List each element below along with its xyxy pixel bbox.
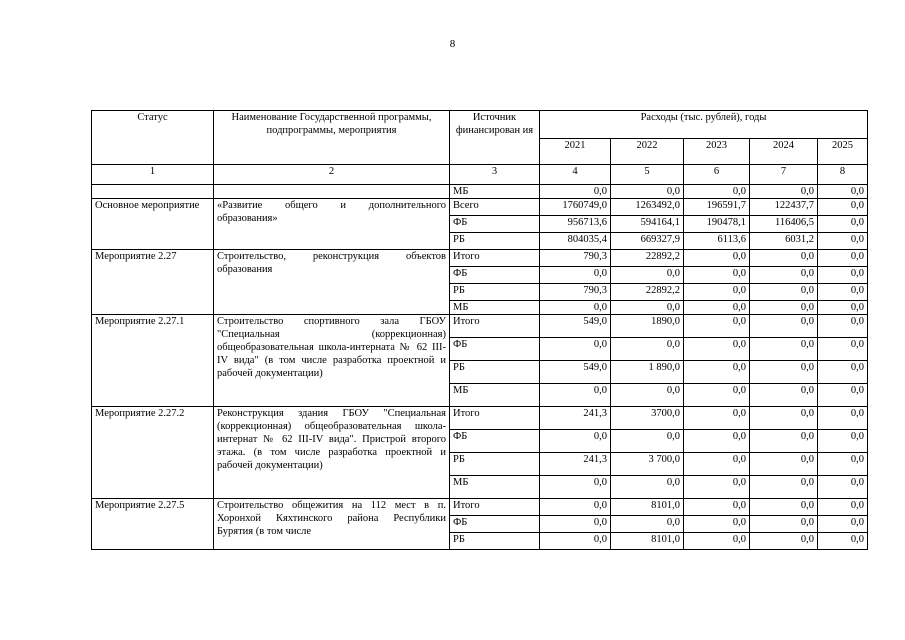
value-cell: 0,0 (818, 476, 868, 499)
value-cell: 0,0 (750, 361, 818, 384)
value-cell: 0,0 (750, 267, 818, 284)
value-cell: 0,0 (818, 499, 868, 516)
funding-source-cell: Итого (450, 499, 540, 516)
value-cell: 3700,0 (611, 407, 684, 430)
value-cell: 0,0 (611, 301, 684, 315)
value-cell: 790,3 (540, 250, 611, 267)
value-cell: 804035,4 (540, 233, 611, 250)
funding-source-cell: МБ (450, 476, 540, 499)
value-cell: 0,0 (540, 499, 611, 516)
value-cell: 594164,1 (611, 216, 684, 233)
value-cell: 241,3 (540, 453, 611, 476)
value-cell: 22892,2 (611, 250, 684, 267)
measure-name-cell: «Развитие общего и дополнительного образования» (214, 199, 450, 250)
header-year: 2021 (540, 139, 611, 165)
header-status: Статус (92, 111, 214, 165)
table-row (92, 407, 868, 430)
value-cell: 0,0 (540, 533, 611, 550)
header-year: 2025 (818, 139, 868, 165)
header-year: 2023 (684, 139, 750, 165)
table-row (92, 315, 868, 338)
value-cell: 0,0 (750, 516, 818, 533)
funding-source-cell: ФБ (450, 430, 540, 453)
header-expenses: Расходы (тыс. рублей), годы (540, 111, 868, 139)
value-cell: 0,0 (818, 338, 868, 361)
value-cell: 8101,0 (611, 499, 684, 516)
column-number: 2 (214, 165, 450, 185)
value-cell: 0,0 (611, 185, 684, 199)
funding-source-cell: Итого (450, 315, 540, 338)
value-cell: 0,0 (818, 284, 868, 301)
value-cell: 1263492,0 (611, 199, 684, 216)
measure-name-cell: Строительство общежития на 112 мест в п. Хоронхой Кяхтинского района Республики Бурятия (в том числе (214, 499, 450, 550)
value-cell: 190478,1 (684, 216, 750, 233)
value-cell: 0,0 (818, 533, 868, 550)
value-cell: 0,0 (684, 407, 750, 430)
value-cell: 0,0 (611, 476, 684, 499)
value-cell: 549,0 (540, 315, 611, 338)
value-cell: 0,0 (750, 250, 818, 267)
value-cell: 0,0 (818, 453, 868, 476)
value-cell: 0,0 (611, 267, 684, 284)
column-number: 6 (684, 165, 750, 185)
value-cell: 0,0 (818, 361, 868, 384)
table-row (92, 199, 868, 216)
funding-source-cell: МБ (450, 301, 540, 315)
value-cell: 0,0 (540, 384, 611, 407)
column-number: 1 (92, 165, 214, 185)
value-cell: 0,0 (818, 233, 868, 250)
value-cell: 0,0 (750, 430, 818, 453)
value-cell: 1 890,0 (611, 361, 684, 384)
value-cell: 0,0 (750, 284, 818, 301)
value-cell: 122437,7 (750, 199, 818, 216)
funding-source-cell: ФБ (450, 338, 540, 361)
table-row (92, 185, 868, 199)
value-cell: 0,0 (611, 516, 684, 533)
value-cell: 0,0 (750, 499, 818, 516)
status-cell: Основное мероприятие (92, 199, 214, 250)
value-cell: 3 700,0 (611, 453, 684, 476)
value-cell: 0,0 (750, 476, 818, 499)
value-cell: 0,0 (750, 315, 818, 338)
value-cell: 0,0 (684, 250, 750, 267)
funding-source-cell: Итого (450, 407, 540, 430)
value-cell: 0,0 (818, 301, 868, 315)
funding-source-cell: РБ (450, 361, 540, 384)
value-cell: 196591,7 (684, 199, 750, 216)
funding-source-cell: РБ (450, 453, 540, 476)
status-cell (92, 185, 214, 199)
value-cell: 669327,9 (611, 233, 684, 250)
column-number: 3 (450, 165, 540, 185)
value-cell: 0,0 (540, 476, 611, 499)
value-cell: 0,0 (611, 338, 684, 361)
column-number: 8 (818, 165, 868, 185)
value-cell: 0,0 (684, 499, 750, 516)
funding-source-cell: РБ (450, 284, 540, 301)
column-number: 4 (540, 165, 611, 185)
value-cell: 0,0 (684, 338, 750, 361)
value-cell: 549,0 (540, 361, 611, 384)
value-cell: 0,0 (684, 430, 750, 453)
value-cell: 1890,0 (611, 315, 684, 338)
funding-source-cell: МБ (450, 384, 540, 407)
page-number: 8 (449, 38, 456, 50)
value-cell: 0,0 (684, 315, 750, 338)
value-cell: 0,0 (684, 301, 750, 315)
measure-name-cell (214, 185, 450, 199)
value-cell: 0,0 (684, 533, 750, 550)
value-cell: 0,0 (750, 338, 818, 361)
value-cell: 0,0 (818, 199, 868, 216)
value-cell: 0,0 (611, 430, 684, 453)
measure-name-cell: Строительство спортивного зала ГБОУ "Специальная (коррекционная) общеобразовательная школа-интерната № 62 III-IV вида" (в том числе разработка проектной и рабочей документации) (214, 315, 450, 407)
value-cell: 0,0 (540, 516, 611, 533)
value-cell: 6113,6 (684, 233, 750, 250)
value-cell: 0,0 (750, 407, 818, 430)
value-cell: 116406,5 (750, 216, 818, 233)
funding-source-cell: Всего (450, 199, 540, 216)
value-cell: 0,0 (684, 284, 750, 301)
value-cell: 0,0 (750, 185, 818, 199)
status-cell: Мероприятие 2.27.1 (92, 315, 214, 407)
value-cell: 0,0 (540, 185, 611, 199)
value-cell: 0,0 (750, 301, 818, 315)
funding-source-cell: РБ (450, 533, 540, 550)
value-cell: 0,0 (684, 267, 750, 284)
value-cell: 0,0 (684, 516, 750, 533)
value-cell: 0,0 (818, 430, 868, 453)
value-cell: 0,0 (684, 185, 750, 199)
value-cell: 8101,0 (611, 533, 684, 550)
column-number: 7 (750, 165, 818, 185)
value-cell: 956713,6 (540, 216, 611, 233)
value-cell: 0,0 (611, 384, 684, 407)
value-cell: 0,0 (818, 384, 868, 407)
table-row (92, 499, 868, 516)
value-cell: 0,0 (818, 216, 868, 233)
value-cell: 0,0 (818, 185, 868, 199)
funding-source-cell: Итого (450, 250, 540, 267)
value-cell: 0,0 (540, 430, 611, 453)
value-cell: 0,0 (750, 384, 818, 407)
value-cell: 241,3 (540, 407, 611, 430)
funding-source-cell: РБ (450, 233, 540, 250)
status-cell: Мероприятие 2.27.5 (92, 499, 214, 550)
value-cell: 790,3 (540, 284, 611, 301)
value-cell: 0,0 (750, 533, 818, 550)
value-cell: 0,0 (684, 384, 750, 407)
value-cell: 0,0 (750, 453, 818, 476)
value-cell: 0,0 (684, 476, 750, 499)
value-cell: 0,0 (540, 301, 611, 315)
value-cell: 0,0 (540, 338, 611, 361)
value-cell: 6031,2 (750, 233, 818, 250)
measure-name-cell: Строительство, реконструкция объектов образования (214, 250, 450, 315)
funding-source-cell: ФБ (450, 267, 540, 284)
header-year: 2022 (611, 139, 684, 165)
status-cell: Мероприятие 2.27 (92, 250, 214, 315)
value-cell: 1760749,0 (540, 199, 611, 216)
header-name: Наименование Государственной программы, подпрограммы, мероприятия (214, 111, 450, 165)
value-cell: 0,0 (818, 250, 868, 267)
funding-source-cell: МБ (450, 185, 540, 199)
budget-table (91, 110, 868, 550)
value-cell: 0,0 (684, 453, 750, 476)
value-cell: 0,0 (818, 315, 868, 338)
header-year: 2024 (750, 139, 818, 165)
header-source: Источник финансирован ия (450, 111, 540, 165)
value-cell: 0,0 (818, 407, 868, 430)
value-cell: 0,0 (818, 516, 868, 533)
status-cell: Мероприятие 2.27.2 (92, 407, 214, 499)
value-cell: 0,0 (684, 361, 750, 384)
funding-source-cell: ФБ (450, 516, 540, 533)
funding-source-cell: ФБ (450, 216, 540, 233)
value-cell: 0,0 (818, 267, 868, 284)
table-row (92, 250, 868, 267)
measure-name-cell: Реконструкция здания ГБОУ "Специальная (коррекционная) общеобразовательная школа-интернат № 62 III-IV вида". Пристрой второго этажа. (в том числе разработка проектной и рабочей документации) (214, 407, 450, 499)
column-number: 5 (611, 165, 684, 185)
value-cell: 22892,2 (611, 284, 684, 301)
value-cell: 0,0 (540, 267, 611, 284)
